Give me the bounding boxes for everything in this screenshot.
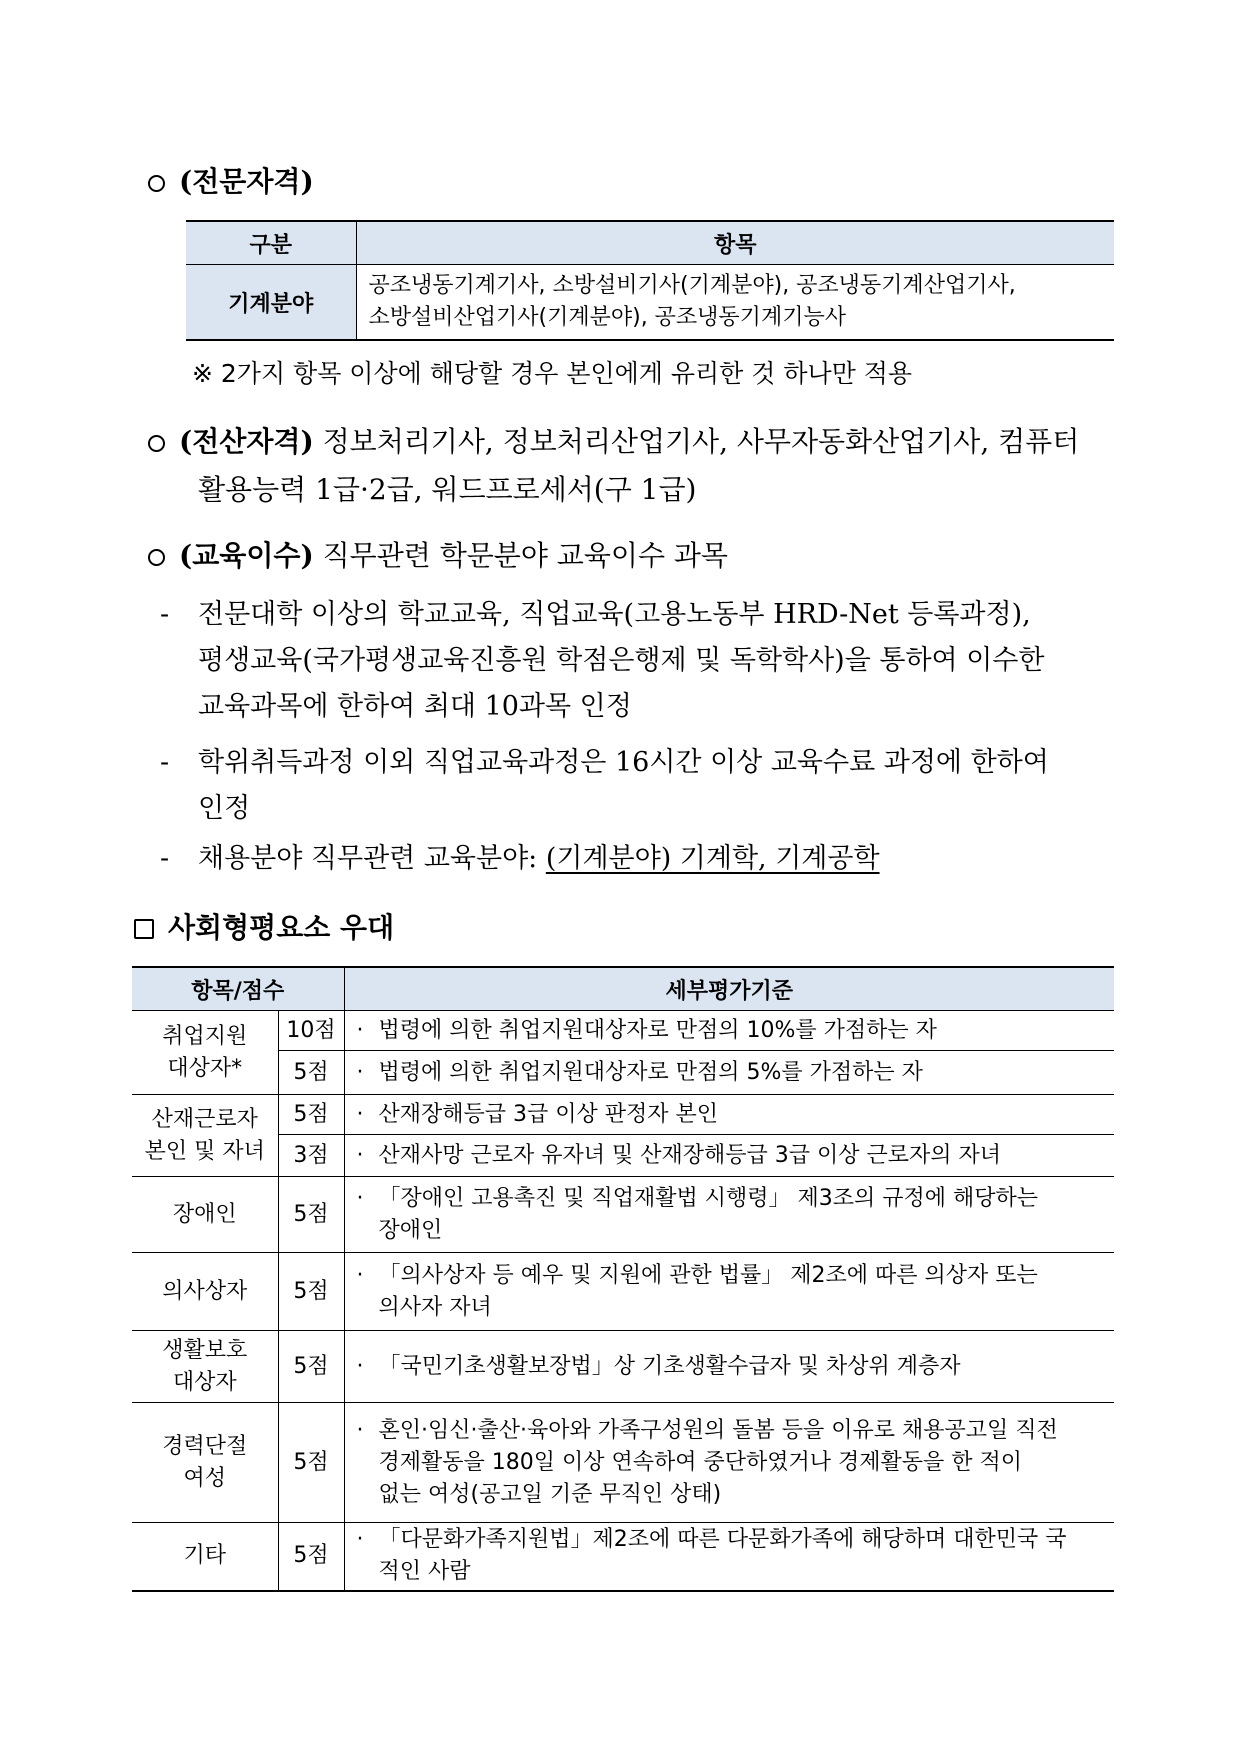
criteria-text: 「국민기초생활보장법」상 기초생활수급자 및 차상위 계층자 (378, 1353, 961, 1379)
criteria-text: 「의사상자 등 예우 및 지원에 관한 법률」 제2조에 따른 의상자 또는 (378, 1262, 1038, 1288)
criteria-text-line2: 의사자 자녀 (378, 1294, 492, 1320)
edu-heading-line (148, 536, 728, 576)
social-cat-cell (132, 1095, 278, 1177)
pro-table-items-line1: 공조냉동기계기사, 소방설비기사(기계분야), 공조냉동기계산업기사, (368, 273, 1016, 298)
criteria-cell: · 「장애인 고용촉진 및 직업재활법 시행령」 제3조의 규정에 해당하는 장애인 (344, 1177, 1114, 1253)
edu-item-1 (160, 592, 1114, 732)
score-cell: 5점 (278, 1095, 344, 1135)
criteria-text: 「장애인 고용촉진 및 직업재활법 시행령」 제3조의 규정에 해당하는 (378, 1185, 1039, 1211)
criteria-cell: · 「국민기초생활보장법」상 기초생활수급자 및 차상위 계층자 (344, 1331, 1114, 1403)
score-cell: 5점 (278, 1177, 344, 1253)
edu-item-3-underlined: (기계분야) 기계학, 기계공학 (545, 843, 880, 874)
score-cell: 5점 (278, 1403, 344, 1523)
social-table-header-item-score: 항목/점수 (132, 967, 344, 1011)
edu-heading: (교육이수) (179, 539, 314, 572)
table-row (132, 1177, 1114, 1253)
table-row (132, 1403, 1114, 1523)
score-cell: 5점 (278, 1051, 344, 1095)
table-row (132, 1253, 1114, 1331)
edu-item-2-line2: 인정 (198, 793, 251, 824)
pro-table-items-line2: 소방설비산업기사(기계분야), 공조냉동기계기능사 (368, 305, 846, 330)
criteria-text: 산재장해등급 3급 이상 판정자 본인 (378, 1101, 719, 1127)
criteria-text: 「다문화가족지원법」제2조에 따른 다문화가족에 해당하며 대한민국 국 (378, 1527, 1067, 1553)
it-cert-text: 정보처리기사, 정보처리산업기사, 사무자동화산업기사, 컴퓨터 (322, 425, 1080, 458)
note-text: ※ 2가지 항목 이상에 해당할 경우 본인에게 유리한 것 하나만 적용 (192, 359, 913, 388)
criteria-text: 법령에 의한 취업지원대상자로 만점의 5%를 가점하는 자 (378, 1059, 923, 1085)
circle-bullet-icon (148, 435, 165, 452)
social-table-header-criteria: 세부평가기준 (344, 967, 1114, 1011)
social-cat-label: 생활보호 대상자 (162, 1337, 248, 1395)
criteria-text-line2: 장애인 (378, 1217, 443, 1243)
pro-cert-heading (148, 162, 314, 202)
criteria-text-line2: 적인 사람 (378, 1559, 471, 1585)
pro-cert-heading-text: (전문자격) (179, 165, 314, 198)
social-heading-line (134, 908, 394, 948)
social-heading: 사회형평요소 우대 (168, 911, 395, 944)
table-row (132, 1095, 1114, 1135)
social-cat-cell: 기타 (132, 1523, 278, 1591)
edu-heading-text: 직무관련 학문분야 교육이수 과목 (322, 539, 728, 572)
pro-table-header-category: 구분 (186, 221, 356, 265)
criteria-cell: · 산재사망 근로자 유자녀 및 산재장해등급 3급 이상 근로자의 자녀 (344, 1135, 1114, 1177)
criteria-text: 혼인·임신·출산·육아와 가족구성원의 돌봄 등을 이유로 채용공고일 직전 (378, 1417, 1058, 1443)
social-cat-label: 산재근로자 본인 및 자녀 (144, 1106, 265, 1164)
criteria-cell: · 혼인·임신·출산·육아와 가족구성원의 돌봄 등을 이유로 채용공고일 직전 경제활동을 180일 이상 연속하여 중단하였거나 경제활동을 한 적이 없는 여성(공고일 기준 무직인 상태) (344, 1403, 1114, 1523)
social-cat-label: 경력단절 여성 (162, 1433, 248, 1491)
criteria-text-line2: 경제활동을 180일 이상 연속하여 중단하였거나 경제활동을 한 적이 (378, 1449, 1023, 1475)
it-cert-text-line2: 활용능력 1급·2급, 워드프로세서(구 1급) (198, 473, 697, 506)
score-cell: 5점 (278, 1331, 344, 1403)
criteria-text-line3: 없는 여성(공고일 기준 무직인 상태) (378, 1481, 722, 1507)
square-bullet-icon (134, 919, 154, 939)
criteria-cell: · 법령에 의한 취업지원대상자로 만점의 5%를 가점하는 자 (344, 1051, 1114, 1095)
table-row (132, 1523, 1114, 1591)
dash-bullet: - (160, 599, 170, 630)
social-cat-cell (132, 1403, 278, 1523)
pro-table-row-items (356, 265, 1114, 341)
social-cat-label: 취업지원 대상자* (162, 1023, 248, 1081)
table-row (132, 1011, 1114, 1051)
circle-bullet-icon (148, 549, 165, 566)
pro-table-row-label: 기계분야 (186, 265, 356, 341)
score-cell: 5점 (278, 1523, 344, 1591)
edu-item-2 (160, 740, 1114, 832)
social-cat-cell (132, 1331, 278, 1403)
criteria-text: 산재사망 근로자 유자녀 및 산재장해등급 3급 이상 근로자의 자녀 (378, 1142, 1002, 1168)
it-cert-heading: (전산자격) (179, 425, 314, 458)
table-row (132, 1331, 1114, 1403)
pro-cert-table (186, 220, 1114, 341)
pro-table-header-items: 항목 (356, 221, 1114, 265)
table-row (132, 1135, 1114, 1177)
edu-item-2-line1: 학위취득과정 이외 직업교육과정은 16시간 이상 교육수료 과정에 한하여 (198, 747, 1049, 778)
social-cat-cell: 장애인 (132, 1177, 278, 1253)
criteria-cell: · 법령에 의한 취업지원대상자로 만점의 10%를 가점하는 자 (344, 1011, 1114, 1051)
edu-item-1-line1: 전문대학 이상의 학교교육, 직업교육(고용노동부 HRD-Net 등록과정), (198, 599, 1031, 630)
score-cell: 10점 (278, 1011, 344, 1051)
social-table (132, 966, 1114, 1592)
dash-bullet: - (160, 843, 170, 874)
criteria-text: 법령에 의한 취업지원대상자로 만점의 10%를 가점하는 자 (378, 1017, 937, 1043)
criteria-cell: · 「의사상자 등 예우 및 지원에 관한 법률」 제2조에 따른 의상자 또는 의사자 자녀 (344, 1253, 1114, 1331)
criteria-cell: · 산재장해등급 3급 이상 판정자 본인 (344, 1095, 1114, 1135)
edu-item-3-prefix: 채용분야 직무관련 교육분야: (198, 843, 546, 874)
it-cert-paragraph (148, 422, 1114, 462)
score-cell: 5점 (278, 1253, 344, 1331)
dash-bullet: - (160, 747, 170, 778)
edu-item-3 (160, 836, 1114, 882)
circle-bullet-icon (148, 175, 165, 192)
social-cat-cell: 의사상자 (132, 1253, 278, 1331)
edu-item-1-line3: 교육과목에 한하여 최대 10과목 인정 (198, 691, 632, 722)
score-cell: 3점 (278, 1135, 344, 1177)
table-row (132, 1051, 1114, 1095)
edu-item-1-line2: 평생교육(국가평생교육진흥원 학점은행제 및 독학학사)을 통하여 이수한 (198, 645, 1045, 676)
social-cat-cell (132, 1011, 278, 1095)
criteria-cell: · 「다문화가족지원법」제2조에 따른 다문화가족에 해당하며 대한민국 국 적인 사람 (344, 1523, 1114, 1591)
